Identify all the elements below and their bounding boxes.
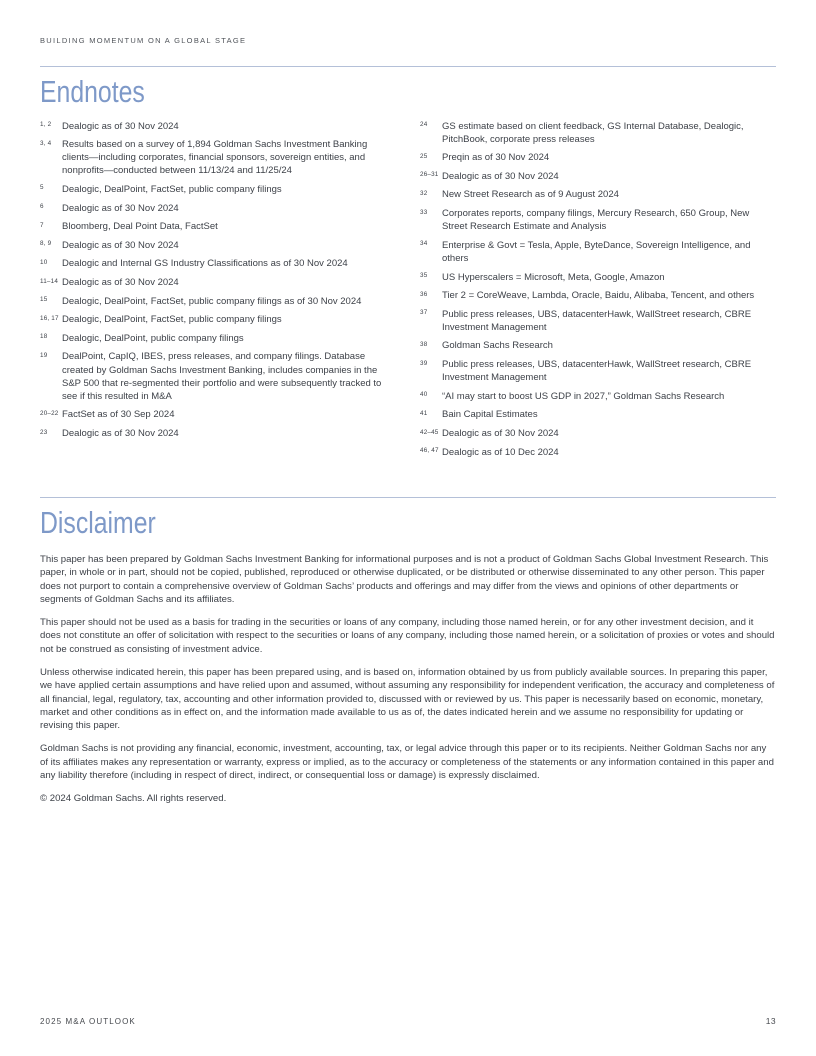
copyright-notice: © 2024 Goldman Sachs. All rights reserved. <box>40 793 227 805</box>
endnote-item <box>40 332 396 345</box>
endnote-text: Dealogic, DealPoint, FactSet, public company filings <box>62 314 282 326</box>
disclaimer-divider <box>40 497 776 498</box>
endnote-reference-number: 39 <box>420 359 428 367</box>
disclaimer-paragraph: This paper has been prepared by Goldman Sachs Investment Banking for informational purposes and is not a product of Goldman Sachs Global Investment Research. This paper, in whole or in part, should not be copied, published, reproduced or otherwise duplicated, or be distributed or otherwise disseminated to any other person. This paper does not purport to contain a comprehensive overview of Goldman Sachs’ products and offerings and may differ from the views and opinions of other departments or segments of Goldman Sachs and its affiliates. <box>40 553 769 606</box>
endnote-text: Dealogic as of 30 Nov 2024 <box>62 202 179 214</box>
endnote-item <box>420 390 776 403</box>
endnote-item <box>420 188 776 201</box>
endnote-text: Public press releases, UBS, datacenterHawk, WallStreet research, CBRE Investment Management <box>442 359 752 384</box>
endnote-item <box>40 202 396 215</box>
endnote-reference-number: 34 <box>420 240 428 248</box>
endnote-text: Dealogic as of 30 Nov 2024 <box>442 428 559 440</box>
endnote-item <box>40 120 396 133</box>
endnote-text: Public press releases, UBS, datacenterHawk, WallStreet research, CBRE Investment Management <box>442 308 752 333</box>
endnote-reference-number: 19 <box>40 351 48 359</box>
endnote-item <box>40 313 396 326</box>
endnote-reference-number: 41 <box>420 409 428 417</box>
page-footer <box>40 1016 776 1026</box>
endnote-item <box>40 239 396 252</box>
endnote-item <box>420 308 776 334</box>
disclaimer-section <box>40 553 776 806</box>
endnote-text: GS estimate based on client feedback, GS Internal Database, Dealogic, PitchBook, corporate press releases <box>442 120 744 145</box>
endnote-text: FactSet as of 30 Sep 2024 <box>62 409 175 421</box>
running-header: BUILDING MOMENTUM ON A GLOBAL STAGE <box>40 36 247 45</box>
endnote-reference-number: 37 <box>420 309 428 317</box>
endnote-reference-number: 18 <box>40 333 48 341</box>
endnote-reference-number: 16, 17 <box>40 314 59 322</box>
endnote-text: Corporates reports, company filings, Mercury Research, 650 Group, New Street Research Estimate and Analysis <box>442 208 750 233</box>
page-number: 13 <box>765 1016 776 1026</box>
endnote-text: Dealogic, DealPoint, public company filings <box>62 332 244 344</box>
disclaimer-paragraph: This paper should not be used as a basis for trading in the securities or loans of any company, including those named herein, or for any other investment decision, and it does not constitute an offer of solicitation with respect to the securities or loans of any company, including those named herein, or a solicitation of proxies or votes and should not be construed as consisting of investment advice. <box>40 616 775 655</box>
endnote-text: Goldman Sachs Research <box>442 340 553 352</box>
endnote-text: US Hyperscalers = Microsoft, Meta, Google, Amazon <box>442 271 665 283</box>
endnote-text: “AI may start to boost US GDP in 2027,” Goldman Sachs Research <box>442 390 725 402</box>
endnote-reference-number: 11–14 <box>40 277 59 285</box>
endnote-item <box>40 350 396 402</box>
endnote-item <box>420 339 776 352</box>
endnote-item <box>420 446 776 459</box>
endnote-text: Dealogic as of 30 Nov 2024 <box>62 277 179 289</box>
endnote-item <box>40 427 396 440</box>
endnote-text: Enterprise & Govt = Tesla, Apple, ByteDance, Sovereign Intelligence, and others <box>442 239 751 264</box>
endnote-text: Preqin as of 30 Nov 2024 <box>442 152 550 164</box>
endnote-text: New Street Research as of 9 August 2024 <box>442 189 619 201</box>
endnote-reference-number: 35 <box>420 272 428 280</box>
endnote-text: Tier 2 = CoreWeave, Lambda, Oracle, Baidu, Alibaba, Tencent, and others <box>442 290 755 302</box>
endnote-text: Dealogic and Internal GS Industry Classifications as of 30 Nov 2024 <box>62 258 348 270</box>
endnote-text: DealPoint, CapIQ, IBES, press releases, and company filings. Database created by Goldman Sachs Investment Banking, includes companies in the S&P 500 that re-segmented their portfolio and were subsequently tracked to see if this resulted in M&A <box>62 351 382 402</box>
disclaimer-paragraph: Unless otherwise indicated herein, this paper has been prepared using, and is based on, information obtained by us from publicly available sources. In preparing this paper, we have applied certain assumptions and have relied upon and assumed, without assuming any responsibility for independent verification, the accuracy and completeness of all financial, legal, regulatory, tax, accounting and other information provided to, discussed with or reviewed by us. This paper is necessarily based on economic, monetary, market and other conditions as in effect on, and the information made available to us as of, the dates indicated herein and we assume no responsibility for updating or revising this paper. <box>40 666 775 732</box>
endnote-text: Bain Capital Estimates <box>442 409 538 421</box>
endnote-reference-number: 3, 4 <box>40 139 52 147</box>
endnote-item <box>420 427 776 440</box>
endnote-item <box>420 358 776 384</box>
endnote-reference-number: 7 <box>40 221 44 229</box>
endnote-reference-number: 6 <box>40 203 44 211</box>
endnote-reference-number: 23 <box>40 428 48 436</box>
endnote-reference-number: 32 <box>420 189 428 197</box>
endnote-text: Dealogic as of 10 Dec 2024 <box>442 446 559 458</box>
endnote-reference-number: 36 <box>420 290 428 298</box>
endnote-reference-number: 8, 9 <box>40 240 52 248</box>
endnote-item <box>420 271 776 284</box>
endnote-item <box>420 289 776 302</box>
endnote-text: Results based on a survey of 1,894 Goldman Sachs Investment Banking clients—including corporates, financial sponsors, sovereign entities, and nonprofits—conducted between 11/13/24 and 11/25/24 <box>62 139 368 177</box>
endnote-reference-number: 33 <box>420 208 428 216</box>
endnote-text: Dealogic as of 30 Nov 2024 <box>62 120 179 132</box>
endnote-item <box>40 138 396 177</box>
disclaimer-title: Disclaimer <box>40 505 156 541</box>
endnote-reference-number: 38 <box>420 340 428 348</box>
footer-document-title: 2025 M&A OUTLOOK <box>40 1017 136 1026</box>
endnote-reference-number: 15 <box>40 296 48 304</box>
disclaimer-paragraph: Goldman Sachs is not providing any financial, economic, investment, accounting, tax, or legal advice through this paper or to its recipients. Neither Goldman Sachs nor any of its affiliates makes any representation or warranty, express or implied, as to the accuracy or completeness of the statements or any information contained in this paper and any liability therefore (including in respect of direct, indirect, or consequential loss or damage) is expressly disclaimed. <box>40 743 774 782</box>
endnote-item <box>40 295 396 308</box>
endnote-item <box>420 151 776 164</box>
endnote-reference-number: 5 <box>40 184 44 192</box>
endnote-text: Dealogic as of 30 Nov 2024 <box>442 170 559 182</box>
endnote-reference-number: 10 <box>40 258 48 266</box>
endnote-item <box>420 408 776 421</box>
endnote-item <box>420 239 776 265</box>
endnote-reference-number: 1, 2 <box>40 121 52 129</box>
endnote-reference-number: 20–22 <box>40 409 59 417</box>
endnotes-section <box>40 120 776 465</box>
endnote-item <box>420 170 776 183</box>
endnote-text: Dealogic as of 30 Nov 2024 <box>62 428 179 440</box>
endnotes-right-column <box>420 120 776 465</box>
endnote-reference-number: 26–31 <box>420 171 439 179</box>
endnote-item <box>40 276 396 289</box>
endnote-item <box>40 220 396 233</box>
endnote-reference-number: 40 <box>420 391 428 399</box>
endnote-text: Bloomberg, Deal Point Data, FactSet <box>62 221 218 233</box>
endnote-item <box>40 257 396 270</box>
endnote-reference-number: 25 <box>420 152 428 160</box>
endnotes-left-column <box>40 120 396 446</box>
endnote-reference-number: 42–45 <box>420 428 439 436</box>
endnote-item <box>420 207 776 233</box>
header-divider <box>40 66 776 67</box>
endnote-text: Dealogic as of 30 Nov 2024 <box>62 239 179 251</box>
endnote-item <box>420 120 776 146</box>
endnote-text: Dealogic, DealPoint, FactSet, public company filings as of 30 Nov 2024 <box>62 295 362 307</box>
endnotes-title: Endnotes <box>40 74 145 109</box>
endnote-reference-number: 46, 47 <box>420 447 439 455</box>
endnote-item <box>40 183 396 196</box>
endnote-reference-number: 24 <box>420 121 428 129</box>
endnote-text: Dealogic, DealPoint, FactSet, public company filings <box>62 183 282 195</box>
endnote-item <box>40 408 396 421</box>
